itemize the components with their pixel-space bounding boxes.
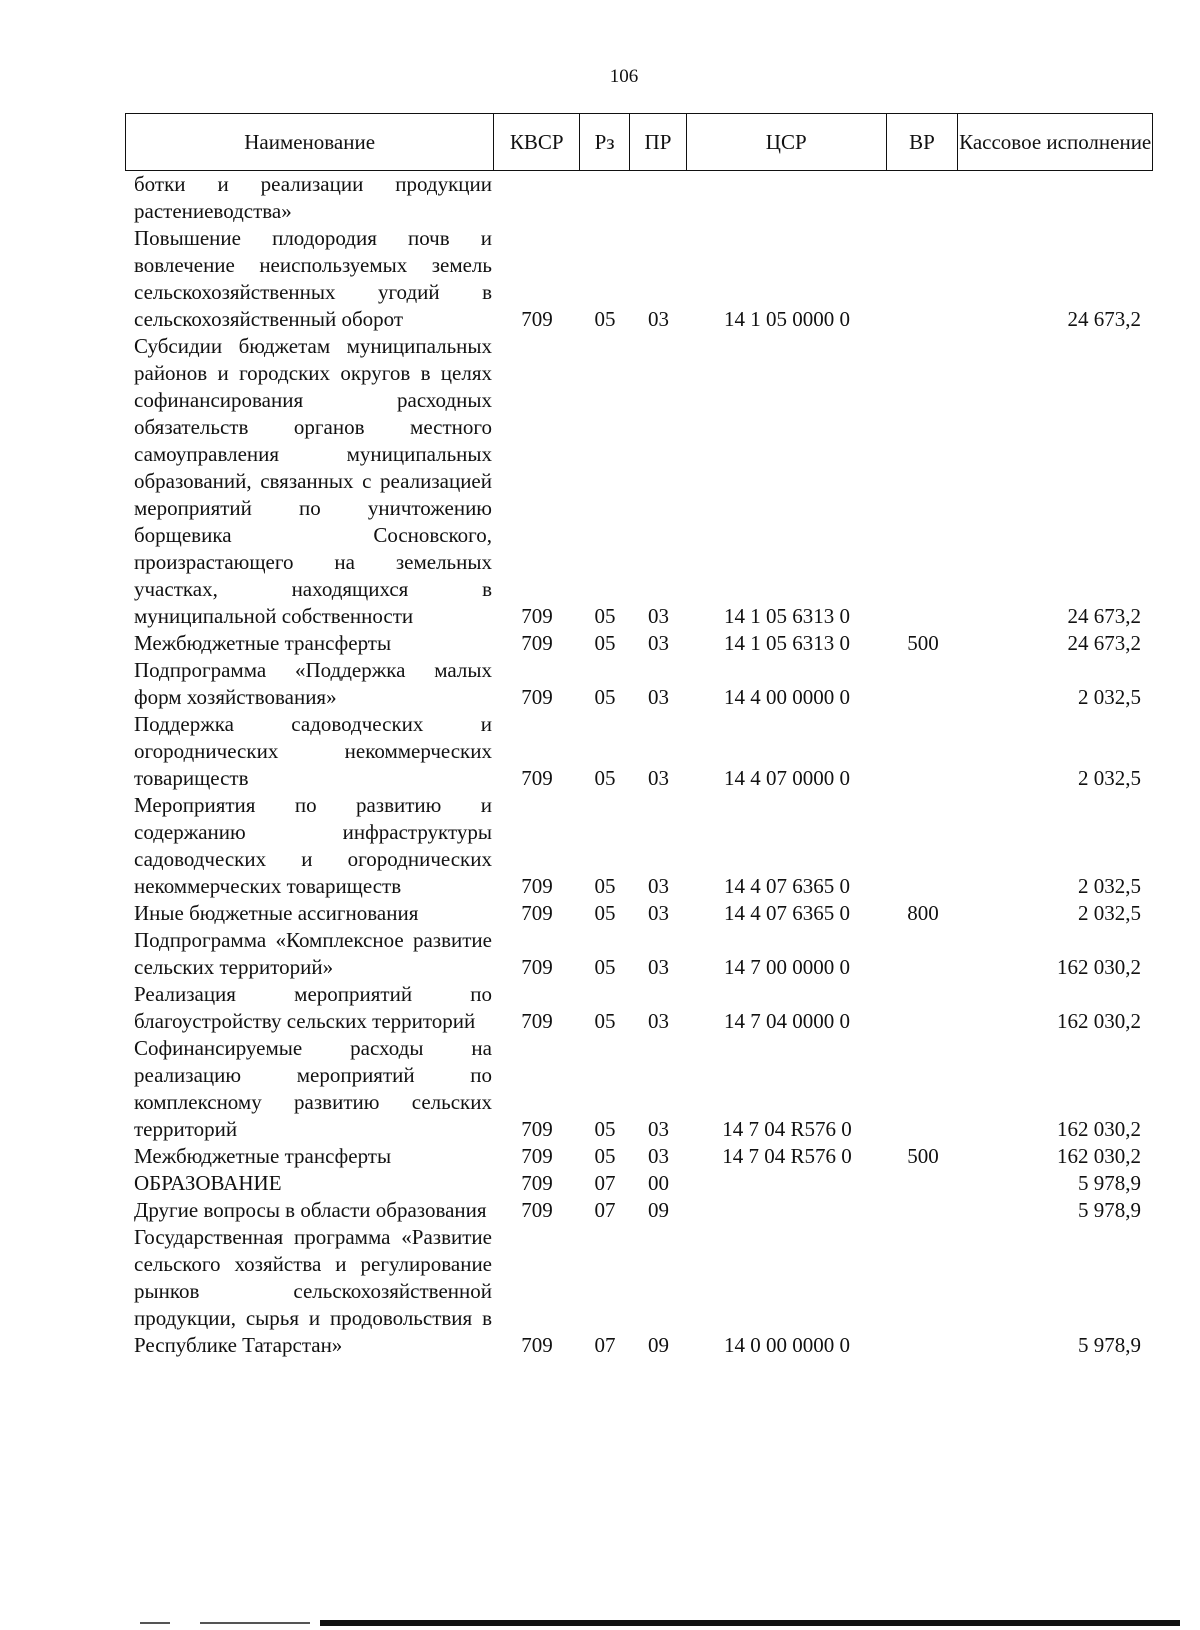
row-csr: 14 4 07 6365 0 xyxy=(724,874,850,898)
row-csr: 14 7 00 0000 0 xyxy=(724,955,850,979)
row-name: Субсидии бюджетам муниципальных районов и городских округов в целях софинансирования расходных обязательств органов местного самоуправления муниципальных образований, связанных с реализацией мероприятий по уничтожению борщевика Сосновского, произрастающего на земельных участках, находящихся в муниципальной собственности xyxy=(134,334,492,628)
row-pr: 03 xyxy=(648,1117,669,1141)
footer-dash xyxy=(200,1622,310,1624)
table-row xyxy=(125,1224,1153,1359)
row-pr: 03 xyxy=(648,955,669,979)
row-rz: 05 xyxy=(594,631,616,655)
row-rz: 05 xyxy=(594,955,616,979)
row-sum: 5 978,9 xyxy=(1078,1333,1141,1357)
row-kvsr: 709 xyxy=(521,1171,553,1195)
row-sum: 24 673,2 xyxy=(1067,604,1141,628)
table-body xyxy=(125,171,1153,1359)
row-pr: 03 xyxy=(648,874,669,898)
row-name: Иные бюджетные ассигнования xyxy=(134,901,419,925)
table-row xyxy=(125,171,1153,225)
row-kvsr: 709 xyxy=(521,685,553,709)
header-rz: Рз xyxy=(580,114,630,170)
row-rz: 05 xyxy=(594,604,616,628)
table-row xyxy=(125,225,1153,333)
row-sum: 2 032,5 xyxy=(1078,901,1141,925)
row-kvsr: 709 xyxy=(521,874,553,898)
row-name: Другие вопросы в области образования xyxy=(134,1198,487,1222)
row-kvsr: 709 xyxy=(521,1144,553,1168)
footer-rule xyxy=(320,1620,1180,1626)
row-sum: 24 673,2 xyxy=(1067,631,1141,655)
header-vr: ВР xyxy=(887,114,959,170)
row-rz: 07 xyxy=(594,1171,616,1195)
header-sum: Кассовое исполнение xyxy=(959,130,1152,154)
row-vr: 800 xyxy=(907,901,939,925)
row-name: Реализация мероприятий по благоустройству сельских территорий xyxy=(134,982,492,1033)
header-csr: ЦСР xyxy=(687,114,887,170)
table-row xyxy=(125,1143,1153,1170)
row-kvsr: 709 xyxy=(521,1198,553,1222)
row-kvsr: 709 xyxy=(521,307,553,331)
table-row xyxy=(125,333,1153,630)
row-rz: 05 xyxy=(594,1117,616,1141)
page-number: 106 xyxy=(609,66,639,87)
row-pr: 03 xyxy=(648,631,669,655)
row-kvsr: 709 xyxy=(521,604,553,628)
row-sum: 5 978,9 xyxy=(1078,1171,1141,1195)
row-sum: 24 673,2 xyxy=(1067,307,1141,331)
row-name: Подпрограмма «Комплексное развитие сельских территорий» xyxy=(134,928,492,979)
row-sum: 2 032,5 xyxy=(1078,685,1141,709)
row-kvsr: 709 xyxy=(521,1117,553,1141)
row-rz: 05 xyxy=(594,685,616,709)
row-rz: 05 xyxy=(594,766,616,790)
row-pr: 09 xyxy=(648,1198,669,1222)
row-sum: 2 032,5 xyxy=(1078,874,1141,898)
table-row xyxy=(125,1197,1153,1224)
row-pr: 03 xyxy=(648,604,669,628)
table-row xyxy=(125,1170,1153,1197)
row-rz: 05 xyxy=(594,874,616,898)
row-name: Межбюджетные трансферты xyxy=(134,631,392,655)
row-kvsr: 709 xyxy=(521,1009,553,1033)
row-pr: 00 xyxy=(648,1171,669,1195)
row-name: Повышение плодородия почв и вовлечение неиспользуемых земель сельскохозяйственных угодий в сельскохозяйственный оборот xyxy=(134,226,492,331)
row-csr: 14 1 05 6313 0 xyxy=(724,604,850,628)
table-row xyxy=(125,711,1153,792)
row-vr: 500 xyxy=(907,1144,939,1168)
row-sum: 2 032,5 xyxy=(1078,766,1141,790)
row-name: Поддержка садоводческих и огороднических некоммерческих товариществ xyxy=(134,712,492,790)
row-rz: 07 xyxy=(594,1198,616,1222)
row-csr: 14 1 05 6313 0 xyxy=(724,631,850,655)
row-kvsr: 709 xyxy=(521,901,553,925)
row-kvsr: 709 xyxy=(521,955,553,979)
row-rz: 05 xyxy=(594,307,616,331)
row-pr: 03 xyxy=(648,307,669,331)
row-name: ОБРАЗОВАНИЕ xyxy=(134,1171,282,1195)
row-csr: 14 4 00 0000 0 xyxy=(724,685,850,709)
table-row xyxy=(125,900,1153,927)
row-pr: 03 xyxy=(648,1144,669,1168)
row-name: Государственная программа «Развитие сельского хозяйства и регулирование рынков сельскохозяйственной продукции, сырья и продовольствия в Республике Татарстан» xyxy=(134,1225,492,1357)
table-row xyxy=(125,927,1153,981)
row-name: ботки и реализации продукции растениеводства» xyxy=(134,172,492,223)
row-pr: 03 xyxy=(648,766,669,790)
table-header xyxy=(125,113,1153,171)
row-rz: 05 xyxy=(594,1144,616,1168)
row-rz: 07 xyxy=(594,1333,616,1357)
row-name: Софинансируемые расходы на реализацию мероприятий по комплексному развитию сельских территорий xyxy=(134,1036,492,1141)
row-name: Межбюджетные трансферты xyxy=(134,1144,392,1168)
footer-dash xyxy=(140,1622,170,1624)
row-kvsr: 709 xyxy=(521,1333,553,1357)
header-kvsr: КВСР xyxy=(494,114,580,170)
header-pr: ПР xyxy=(630,114,687,170)
row-csr: 14 4 07 0000 0 xyxy=(724,766,850,790)
row-pr: 03 xyxy=(648,901,669,925)
table-row xyxy=(125,981,1153,1035)
row-vr: 500 xyxy=(907,631,939,655)
row-sum: 162 030,2 xyxy=(1057,1117,1141,1141)
table-row xyxy=(125,1035,1153,1143)
table-row xyxy=(125,630,1153,657)
row-name: Мероприятия по развитию и содержанию инфраструктуры садоводческих и огороднических некоммерческих товариществ xyxy=(134,793,492,898)
row-csr: 14 7 04 R576 0 xyxy=(722,1144,852,1168)
row-csr: 14 7 04 0000 0 xyxy=(724,1009,850,1033)
row-rz: 05 xyxy=(594,1009,616,1033)
row-sum: 5 978,9 xyxy=(1078,1198,1141,1222)
row-csr: 14 7 04 R576 0 xyxy=(722,1117,852,1141)
header-name: Наименование xyxy=(126,114,494,170)
row-pr: 03 xyxy=(648,685,669,709)
row-pr: 09 xyxy=(648,1333,669,1357)
row-csr: 14 1 05 0000 0 xyxy=(724,307,850,331)
row-csr: 14 4 07 6365 0 xyxy=(724,901,850,925)
table-row xyxy=(125,792,1153,900)
row-name: Подпрограмма «Поддержка малых форм хозяйствования» xyxy=(134,658,492,709)
row-sum: 162 030,2 xyxy=(1057,955,1141,979)
table-row xyxy=(125,657,1153,711)
row-sum: 162 030,2 xyxy=(1057,1144,1141,1168)
row-kvsr: 709 xyxy=(521,766,553,790)
row-rz: 05 xyxy=(594,901,616,925)
row-sum: 162 030,2 xyxy=(1057,1009,1141,1033)
row-pr: 03 xyxy=(648,1009,669,1033)
row-csr: 14 0 00 0000 0 xyxy=(724,1333,850,1357)
row-kvsr: 709 xyxy=(521,631,553,655)
